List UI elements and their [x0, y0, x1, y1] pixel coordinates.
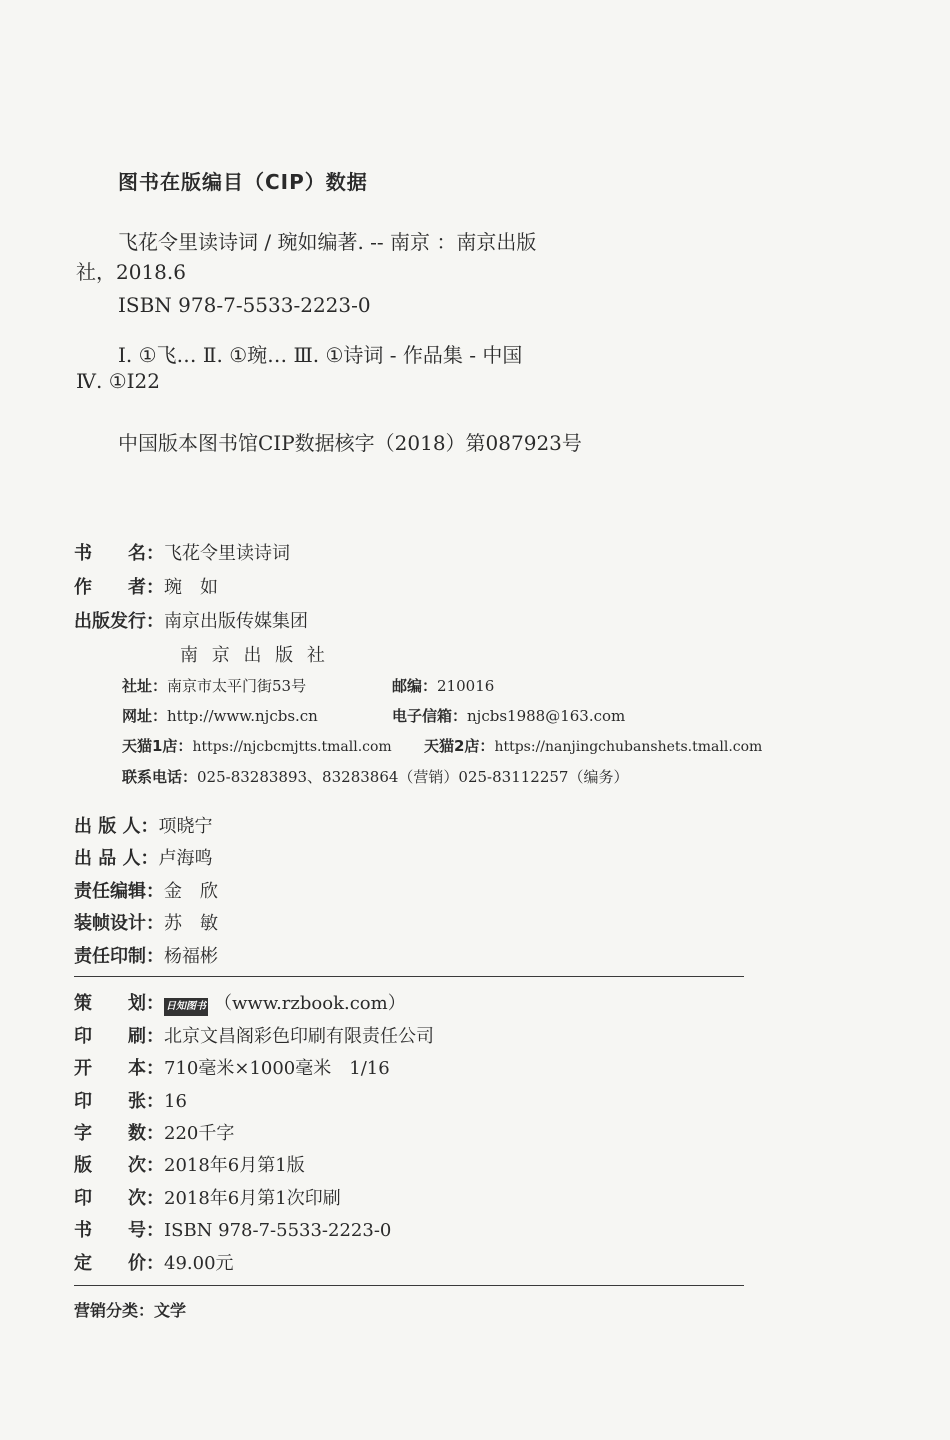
cip-classification: Ⅰ. ①飞… Ⅱ. ①琬… Ⅲ. ①诗词 - 作品集 - 中国 [118, 343, 523, 367]
printer-label: 印 刷： [74, 1026, 164, 1047]
staff-label: 责任印制： [74, 946, 164, 967]
book-title-value: 飞花令里读诗词 [164, 543, 290, 564]
publisher-row [74, 607, 308, 633]
zip-label: 邮编： [392, 677, 438, 695]
category-value: 文学 [154, 1301, 187, 1320]
book-number-label: 书 号： [74, 1220, 164, 1241]
cip-title-line: 飞花令里读诗词 / 琬如编著. -- 南京 ：南京出版 [118, 230, 537, 254]
staff-value: 项晓宁 [158, 816, 213, 837]
format-label: 开 本： [74, 1058, 164, 1079]
tmall1-label: 天猫1店： [122, 737, 193, 755]
email-value: njcbs1988@163.com [467, 707, 626, 725]
address-row [122, 675, 306, 696]
staff-value: 苏 敏 [164, 913, 218, 934]
publisher-name: 南 京 出 版 社 [180, 645, 329, 666]
sheets-row [74, 1087, 187, 1113]
words-row [74, 1119, 234, 1145]
impression-label: 印 次： [74, 1188, 164, 1209]
plan-label: 策 划： [74, 993, 164, 1014]
staff-value: 杨福彬 [164, 946, 218, 967]
staff-row [74, 877, 218, 903]
staff-row [74, 812, 213, 838]
sheets-value: 16 [164, 1091, 187, 1112]
website-label: 网址： [122, 707, 168, 725]
printer-value: 北京文昌阁彩色印刷有限责任公司 [164, 1026, 434, 1047]
impression-value: 2018年6月第1次印刷 [164, 1188, 341, 1209]
email-label: 电子信箱： [392, 707, 468, 725]
price-row [74, 1249, 234, 1275]
price-label: 定 价： [74, 1253, 164, 1274]
phone-row [122, 766, 628, 787]
author-value: 琬 如 [164, 577, 218, 598]
staff-row [74, 909, 218, 935]
sheets-label: 印 张： [74, 1091, 164, 1112]
divider-bottom [74, 1285, 744, 1286]
tmall2-row [424, 735, 762, 756]
printer-row [74, 1022, 434, 1048]
author-row [74, 573, 218, 599]
staff-label: 出 品 人： [74, 848, 159, 869]
address-value: 南京市太平门街53号 [167, 677, 307, 695]
tmall2-label: 天猫2店： [424, 737, 495, 755]
website-value: http://www.njcbs.cn [167, 707, 318, 725]
book-title-row [74, 539, 290, 565]
publisher-name-row [180, 641, 329, 667]
edition-value: 2018年6月第1版 [164, 1155, 305, 1176]
zip-row [392, 675, 494, 696]
plan-value: （www.rzbook.com） [214, 993, 406, 1014]
staff-label: 责任编辑： [74, 881, 164, 902]
email-row [392, 705, 625, 726]
tmall1-value: https://njcbcmjtts.tmall.com [192, 739, 392, 755]
cip-publisher-line: 社，2018.6 [76, 260, 186, 284]
impression-row [74, 1184, 341, 1210]
divider-top [74, 976, 744, 977]
staff-label: 出 版 人： [74, 816, 159, 837]
cip-approval: 中国版本图书馆CIP数据核字（2018）第087923号 [118, 431, 582, 455]
book-title-label: 书 名： [74, 543, 164, 564]
staff-value: 卢海鸣 [158, 848, 213, 869]
staff-row [74, 844, 213, 870]
phone-label: 联系电话： [122, 768, 198, 786]
plan-row [74, 989, 406, 1016]
format-value: 710毫米×1000毫米 1/16 [164, 1058, 390, 1079]
price-value: 49.00元 [164, 1253, 234, 1274]
phone-value: 025-83283893、83283864（营销）025-83112257（编务） [197, 768, 629, 786]
words-label: 字 数： [74, 1123, 164, 1144]
staff-label: 装帧设计： [74, 913, 164, 934]
category-label: 营销分类： [74, 1301, 155, 1320]
staff-value: 金 欣 [164, 881, 218, 902]
tmall1-row [122, 735, 392, 756]
words-value: 220千字 [164, 1123, 235, 1144]
cip-classification-code: Ⅳ. ①I22 [76, 369, 160, 393]
book-number-value: ISBN 978-7-5533-2223-0 [164, 1220, 392, 1241]
publisher-label: 出版发行： [74, 611, 164, 632]
tmall2-value: https://nanjingchubanshets.tmall.com [494, 739, 763, 755]
zip-value: 210016 [437, 677, 495, 695]
cip-isbn: ISBN 978-7-5533-2223-0 [118, 293, 371, 317]
rzbook-logo-icon: 日知图书 [164, 998, 208, 1016]
edition-label: 版 次： [74, 1155, 164, 1176]
address-label: 社址： [122, 677, 168, 695]
book-number-row [74, 1216, 391, 1242]
cip-title: 图书在版编目（CIP）数据 [118, 170, 368, 194]
staff-row [74, 942, 218, 968]
format-row [74, 1054, 390, 1080]
publisher-group: 南京出版传媒集团 [164, 611, 308, 632]
author-label: 作 者： [74, 577, 164, 598]
category-row [74, 1298, 186, 1321]
website-row [122, 705, 318, 726]
edition-row [74, 1151, 305, 1177]
